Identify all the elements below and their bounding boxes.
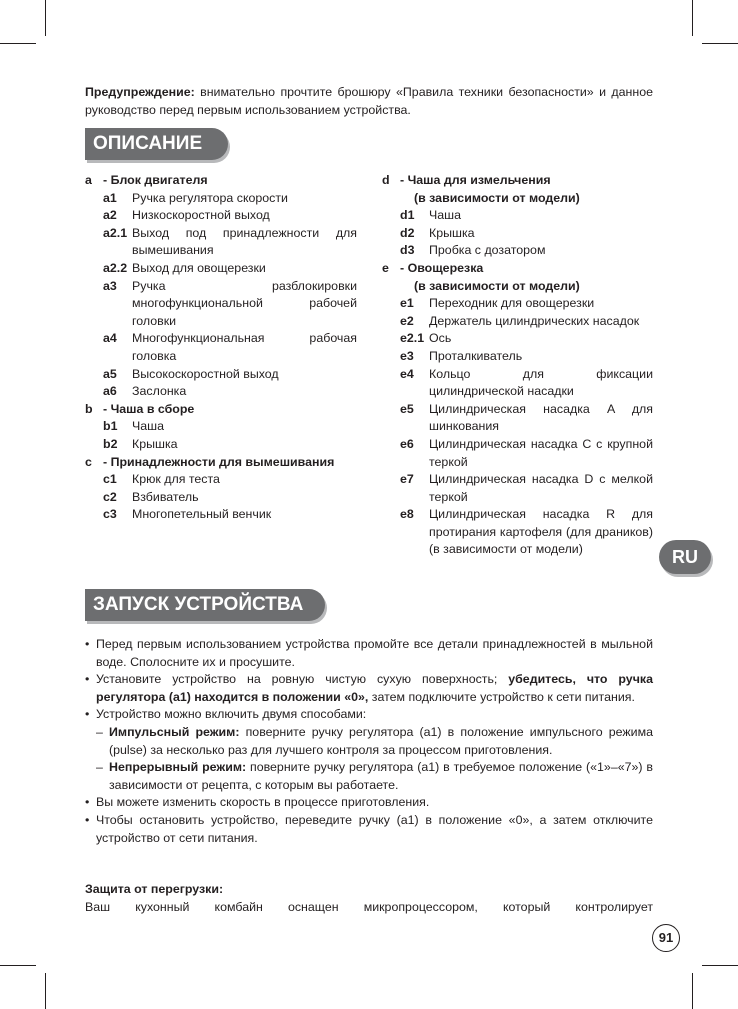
part-label: (в зависимости от модели) <box>414 190 580 205</box>
overload-text: Ваш кухонный комбайн оснащен микропроцессором, который контролирует <box>85 899 653 914</box>
list-subitem <box>85 759 653 794</box>
part-item <box>85 506 357 524</box>
bullet-emphasis: убедитесь, что ручка регулятора (a1) находится в положении «0», <box>96 672 653 704</box>
warning-paragraph <box>85 84 653 119</box>
part-key: e8 <box>400 507 414 522</box>
part-label: Цилиндрическая насадка A для шинкования <box>429 401 653 434</box>
mode-text: поверните ручку регулятора (a1) в требуемое положение («1»–«7») в зависимости от рецепта, с которым вы работаете. <box>109 760 653 792</box>
part-item <box>85 366 357 384</box>
part-label: Ось <box>429 331 452 346</box>
part-key: e7 <box>400 472 414 487</box>
part-label: - Чаша в сборе <box>103 401 195 416</box>
part-item <box>85 436 357 454</box>
crop-mark <box>692 0 693 36</box>
part-key: d <box>382 173 390 187</box>
crop-mark <box>45 973 46 1009</box>
crop-mark <box>45 0 46 36</box>
part-item <box>382 225 653 243</box>
part-item <box>382 207 653 225</box>
part-label: - Овощерезка <box>400 260 484 275</box>
part-item <box>382 242 653 260</box>
part-item <box>85 418 357 436</box>
part-label: Переходник для овощерезки <box>429 296 595 311</box>
part-key: b2 <box>103 436 118 451</box>
crop-mark <box>702 43 738 44</box>
part-key: e4 <box>400 366 414 381</box>
part-label: Цилиндрическая насадка C с крупной теркой <box>429 436 653 469</box>
part-item <box>85 489 357 507</box>
part-item <box>382 330 653 348</box>
bullet-text: Устройство можно включить двумя способами: <box>96 707 367 722</box>
part-label: Цилиндрическая насадка D с мелкой теркой <box>429 472 653 504</box>
part-label: Выход под принадлежности для вымешивания <box>132 225 357 258</box>
list-subitem <box>85 724 653 759</box>
part-label: - Чаша для измельчения <box>400 173 551 187</box>
part-label: Многопетельный венчик <box>132 507 272 522</box>
part-item <box>85 383 357 401</box>
part-key: b <box>85 401 93 416</box>
part-key: d1 <box>400 208 415 223</box>
part-label: Крышка <box>429 225 475 240</box>
part-label: Чаша <box>132 419 164 434</box>
bullet-text: Перед первым использованием устройства промойте все детали принадлежностей в мыльной воде. Сполосните их и просушите. <box>96 637 653 669</box>
group-heading <box>382 172 653 190</box>
part-key: e <box>382 260 389 275</box>
group-heading <box>382 260 653 278</box>
part-key: d2 <box>400 225 415 240</box>
part-key: c1 <box>103 472 117 487</box>
part-item <box>85 330 357 365</box>
language-badge: RU <box>659 540 711 574</box>
part-label: Крышка <box>132 436 178 451</box>
part-key: a2.1 <box>103 225 128 240</box>
list-item <box>85 636 653 671</box>
part-label: Чаша <box>429 208 461 223</box>
list-item <box>85 812 653 847</box>
part-item <box>85 278 357 331</box>
part-label: Ручка разблокировки многофункциональной рабочей головки <box>132 278 357 328</box>
part-item <box>382 401 653 436</box>
crop-mark <box>692 973 693 1009</box>
list-item <box>85 706 653 724</box>
part-label: Кольцо для фиксации цилиндрической насадки <box>429 366 653 399</box>
part-key: a1 <box>103 190 117 205</box>
part-label: Крюк для теста <box>132 472 220 487</box>
part-key: e5 <box>400 401 414 416</box>
part-label: - Блок двигателя <box>103 173 208 187</box>
part-key: d3 <box>400 243 415 258</box>
part-key: e3 <box>400 348 414 363</box>
part-label: Высокоскоростной выход <box>132 366 279 381</box>
part-key: c2 <box>103 489 117 504</box>
part-label: Низкоскоростной выход <box>132 208 270 223</box>
part-item <box>85 471 357 489</box>
part-item <box>382 436 653 471</box>
part-key: a2 <box>103 208 117 223</box>
part-label: Многофункциональная рабочая головка <box>132 331 357 363</box>
part-key: a6 <box>103 384 117 399</box>
part-key: c <box>85 454 92 469</box>
part-label: Заслонка <box>132 384 187 399</box>
bullet-text: Вы можете изменить скорость в процессе приготовления. <box>96 795 430 810</box>
part-item <box>382 471 653 506</box>
overload-heading: Защита от перегрузки: <box>85 882 224 896</box>
section-title-startup: ЗАПУСК УСТРОЙСТВА <box>85 589 325 621</box>
group-heading <box>85 172 357 190</box>
part-label: Держатель цилиндрических насадок <box>429 313 640 328</box>
parts-list-left <box>85 172 357 524</box>
part-item <box>382 348 653 366</box>
model-note <box>382 278 653 296</box>
part-key: e2.1 <box>400 331 425 346</box>
part-item <box>382 506 653 559</box>
part-item <box>85 260 357 278</box>
page-number: 91 <box>652 924 680 952</box>
part-item <box>382 313 653 331</box>
crop-mark <box>0 43 36 44</box>
part-item <box>85 190 357 208</box>
list-item <box>85 671 653 706</box>
warning-label: Предупреждение: <box>85 85 195 99</box>
crop-mark <box>702 965 738 966</box>
part-key: c3 <box>103 507 117 522</box>
bullet-text: Установите устройство на ровную чистую сухую поверхность; <box>96 672 509 687</box>
part-key: b1 <box>103 419 118 434</box>
mode-label: Импульсный режим: <box>109 724 240 739</box>
warning-text: внимательно прочтите брошюру «Правила техники безопасности» и данное руководство перед первым использованием устройства. <box>85 85 653 117</box>
part-label: Проталкиватель <box>429 348 523 363</box>
part-item <box>85 225 357 260</box>
part-label: Выход для овощерезки <box>132 260 266 275</box>
part-key: a2.2 <box>103 260 128 275</box>
crop-mark <box>0 965 36 966</box>
part-label: Цилиндрическая насадка R для протирания картофеля (для драников) (в зависимости от модели) <box>429 507 653 557</box>
part-label: Пробка с дозатором <box>429 243 546 258</box>
group-heading <box>85 454 357 472</box>
parts-list-right <box>382 172 653 559</box>
part-key: a3 <box>103 278 117 293</box>
section-title-description: ОПИСАНИЕ <box>85 128 228 160</box>
part-label: Ручка регулятора скорости <box>132 190 288 205</box>
bullet-text: затем подключите устройство к сети питания. <box>368 689 635 704</box>
list-item <box>85 794 653 812</box>
part-key: e1 <box>400 296 414 311</box>
part-key: a5 <box>103 366 117 381</box>
startup-instructions <box>85 636 653 847</box>
model-note <box>382 190 653 208</box>
part-key: a4 <box>103 331 117 346</box>
part-item <box>382 366 653 401</box>
part-key: e6 <box>400 436 414 451</box>
mode-text: поверните ручку регулятора (a1) в положение импульсного режима (pulse) за несколько раз для лучшего контроля за процессом приготовления. <box>109 724 654 757</box>
part-item <box>382 295 653 313</box>
part-label: - Принадлежности для вымешивания <box>103 454 335 469</box>
overload-section <box>85 881 653 916</box>
part-label: Взбиватель <box>132 489 199 504</box>
part-key: a <box>85 173 92 187</box>
part-label: (в зависимости от модели) <box>414 278 580 293</box>
group-heading <box>85 401 357 419</box>
part-item <box>85 207 357 225</box>
part-key: e2 <box>400 313 414 328</box>
bullet-text: Чтобы остановить устройство, переведите ручку (a1) в положение «0», а затем отключите устройство от сети питания. <box>96 812 653 845</box>
mode-label: Непрерывный режим: <box>109 760 247 775</box>
